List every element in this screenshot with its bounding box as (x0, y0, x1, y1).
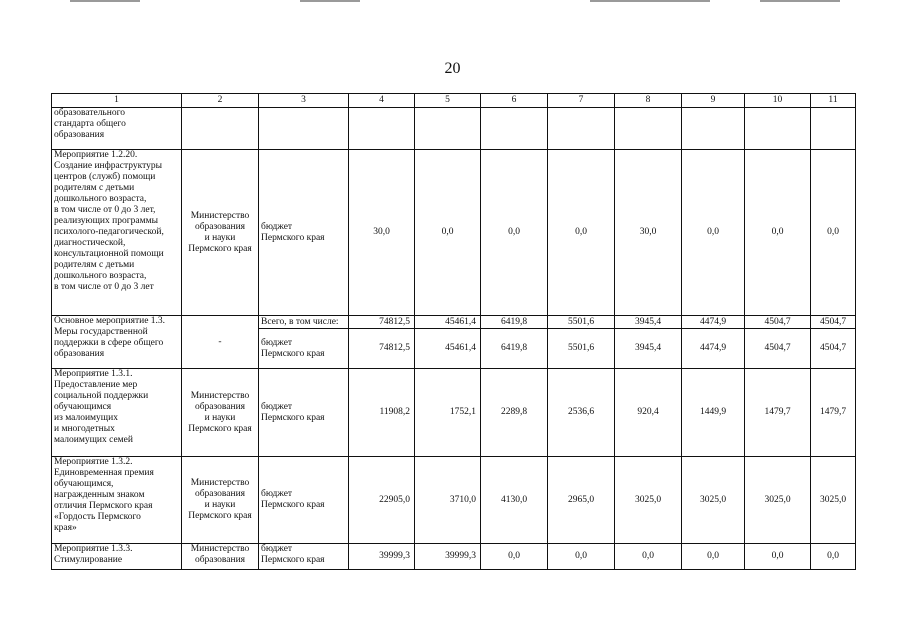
value-cell: 4504,7 (745, 329, 811, 369)
value-cell: 0,0 (682, 544, 745, 570)
activity-name: Основное мероприятие 1.3. Меры государственной поддержки в сфере общего образования (52, 316, 182, 369)
table-row (52, 316, 856, 329)
activity-name: образовательного стандарта общего образования (52, 108, 182, 150)
value-cell: 74812,5 (349, 316, 415, 329)
value-cell: 2536,6 (548, 369, 615, 457)
header-cell: 6 (481, 94, 548, 108)
header-cell: 4 (349, 94, 415, 108)
value-cell: 6419,8 (481, 329, 548, 369)
executor-cell: - (182, 316, 259, 369)
value-cell: 30,0 (349, 150, 415, 316)
value-cell: 3025,0 (682, 457, 745, 544)
executor-cell: Министерство образования и науки Пермского края (182, 457, 259, 544)
value-cell: 0,0 (548, 544, 615, 570)
activity-name: Мероприятие 1.3.2. Единовременная премия обучающимся, награжденным знаком отличия Пермского края «Гордость Пермского края» (52, 457, 182, 544)
table-row (52, 457, 856, 544)
value-cell: 0,0 (811, 150, 856, 316)
value-cell: 4474,9 (682, 329, 745, 369)
value-cell: 4130,0 (481, 457, 548, 544)
scan-edge-mark (760, 0, 840, 2)
value-cell: 30,0 (615, 150, 682, 316)
source-cell: Всего, в том числе: (259, 316, 349, 329)
value-cell: 39999,3 (415, 544, 481, 570)
value-cell: 3025,0 (615, 457, 682, 544)
value-cell: 0,0 (548, 150, 615, 316)
empty-cell (415, 108, 481, 150)
empty-cell (349, 108, 415, 150)
executor-cell: Министерство образования и науки Пермского края (182, 150, 259, 316)
table-row (52, 544, 856, 570)
value-cell: 1752,1 (415, 369, 481, 457)
value-cell: 4504,7 (745, 316, 811, 329)
value-cell: 45461,4 (415, 316, 481, 329)
header-cell: 9 (682, 94, 745, 108)
executor-cell: Министерство образования и науки Пермского края (182, 369, 259, 457)
empty-cell (615, 108, 682, 150)
value-cell: 0,0 (481, 150, 548, 316)
executor-cell: Министерство образования (182, 544, 259, 570)
value-cell: 4474,9 (682, 316, 745, 329)
scan-edge-mark (590, 0, 710, 2)
value-cell: 3025,0 (811, 457, 856, 544)
value-cell: 0,0 (745, 150, 811, 316)
header-row (52, 94, 856, 108)
value-cell: 4504,7 (811, 329, 856, 369)
empty-cell (548, 108, 615, 150)
header-cell: 1 (52, 94, 182, 108)
value-cell: 0,0 (481, 544, 548, 570)
source-cell: бюджет Пермского края (259, 329, 349, 369)
empty-cell (811, 108, 856, 150)
empty-cell (682, 108, 745, 150)
source-cell: бюджет Пермского края (259, 369, 349, 457)
empty-cell (481, 108, 548, 150)
value-cell: 0,0 (615, 544, 682, 570)
source-cell: бюджет Пермского края (259, 544, 349, 570)
value-cell: 39999,3 (349, 544, 415, 570)
value-cell: 2289,8 (481, 369, 548, 457)
scan-edge-mark (300, 0, 360, 2)
empty-cell (259, 108, 349, 150)
value-cell: 1449,9 (682, 369, 745, 457)
header-cell: 2 (182, 94, 259, 108)
value-cell: 3710,0 (415, 457, 481, 544)
financing-table (51, 93, 856, 570)
value-cell: 920,4 (615, 369, 682, 457)
value-cell: 5501,6 (548, 316, 615, 329)
table-row (52, 369, 856, 457)
header-cell: 11 (811, 94, 856, 108)
header-cell: 10 (745, 94, 811, 108)
value-cell: 0,0 (745, 544, 811, 570)
header-cell: 3 (259, 94, 349, 108)
value-cell: 11908,2 (349, 369, 415, 457)
value-cell: 3945,4 (615, 329, 682, 369)
value-cell: 74812,5 (349, 329, 415, 369)
value-cell: 1479,7 (745, 369, 811, 457)
activity-name: Мероприятие 1.2.20. Создание инфраструктуры центров (служб) помощи родителям с детьми дошкольного возраста, в том числе от 0 до 3 лет, реализующих программы психолого-педагогической, диагностической, консультационной помощи родителям с детьми дошкольного возраста, в том числе от 0 до 3 лет (52, 150, 182, 316)
value-cell: 4504,7 (811, 316, 856, 329)
source-cell: бюджет Пермского края (259, 150, 349, 316)
value-cell: 3025,0 (745, 457, 811, 544)
value-cell: 2965,0 (548, 457, 615, 544)
value-cell: 0,0 (811, 544, 856, 570)
scan-edge-mark (70, 0, 140, 2)
value-cell: 6419,8 (481, 316, 548, 329)
value-cell: 45461,4 (415, 329, 481, 369)
header-cell: 7 (548, 94, 615, 108)
table-row (52, 150, 856, 316)
value-cell: 3945,4 (615, 316, 682, 329)
activity-name: Мероприятие 1.3.1. Предоставление мер социальной поддержки обучающимся из малоимущих и многодетных малоимущих семей (52, 369, 182, 457)
table-row (52, 108, 856, 150)
source-cell: бюджет Пермского края (259, 457, 349, 544)
header-cell: 8 (615, 94, 682, 108)
value-cell: 0,0 (415, 150, 481, 316)
value-cell: 22905,0 (349, 457, 415, 544)
empty-cell (182, 108, 259, 150)
value-cell: 0,0 (682, 150, 745, 316)
header-cell: 5 (415, 94, 481, 108)
activity-name: Мероприятие 1.3.3. Стимулирование (52, 544, 182, 570)
page-number: 20 (444, 60, 461, 77)
empty-cell (745, 108, 811, 150)
value-cell: 1479,7 (811, 369, 856, 457)
value-cell: 5501,6 (548, 329, 615, 369)
